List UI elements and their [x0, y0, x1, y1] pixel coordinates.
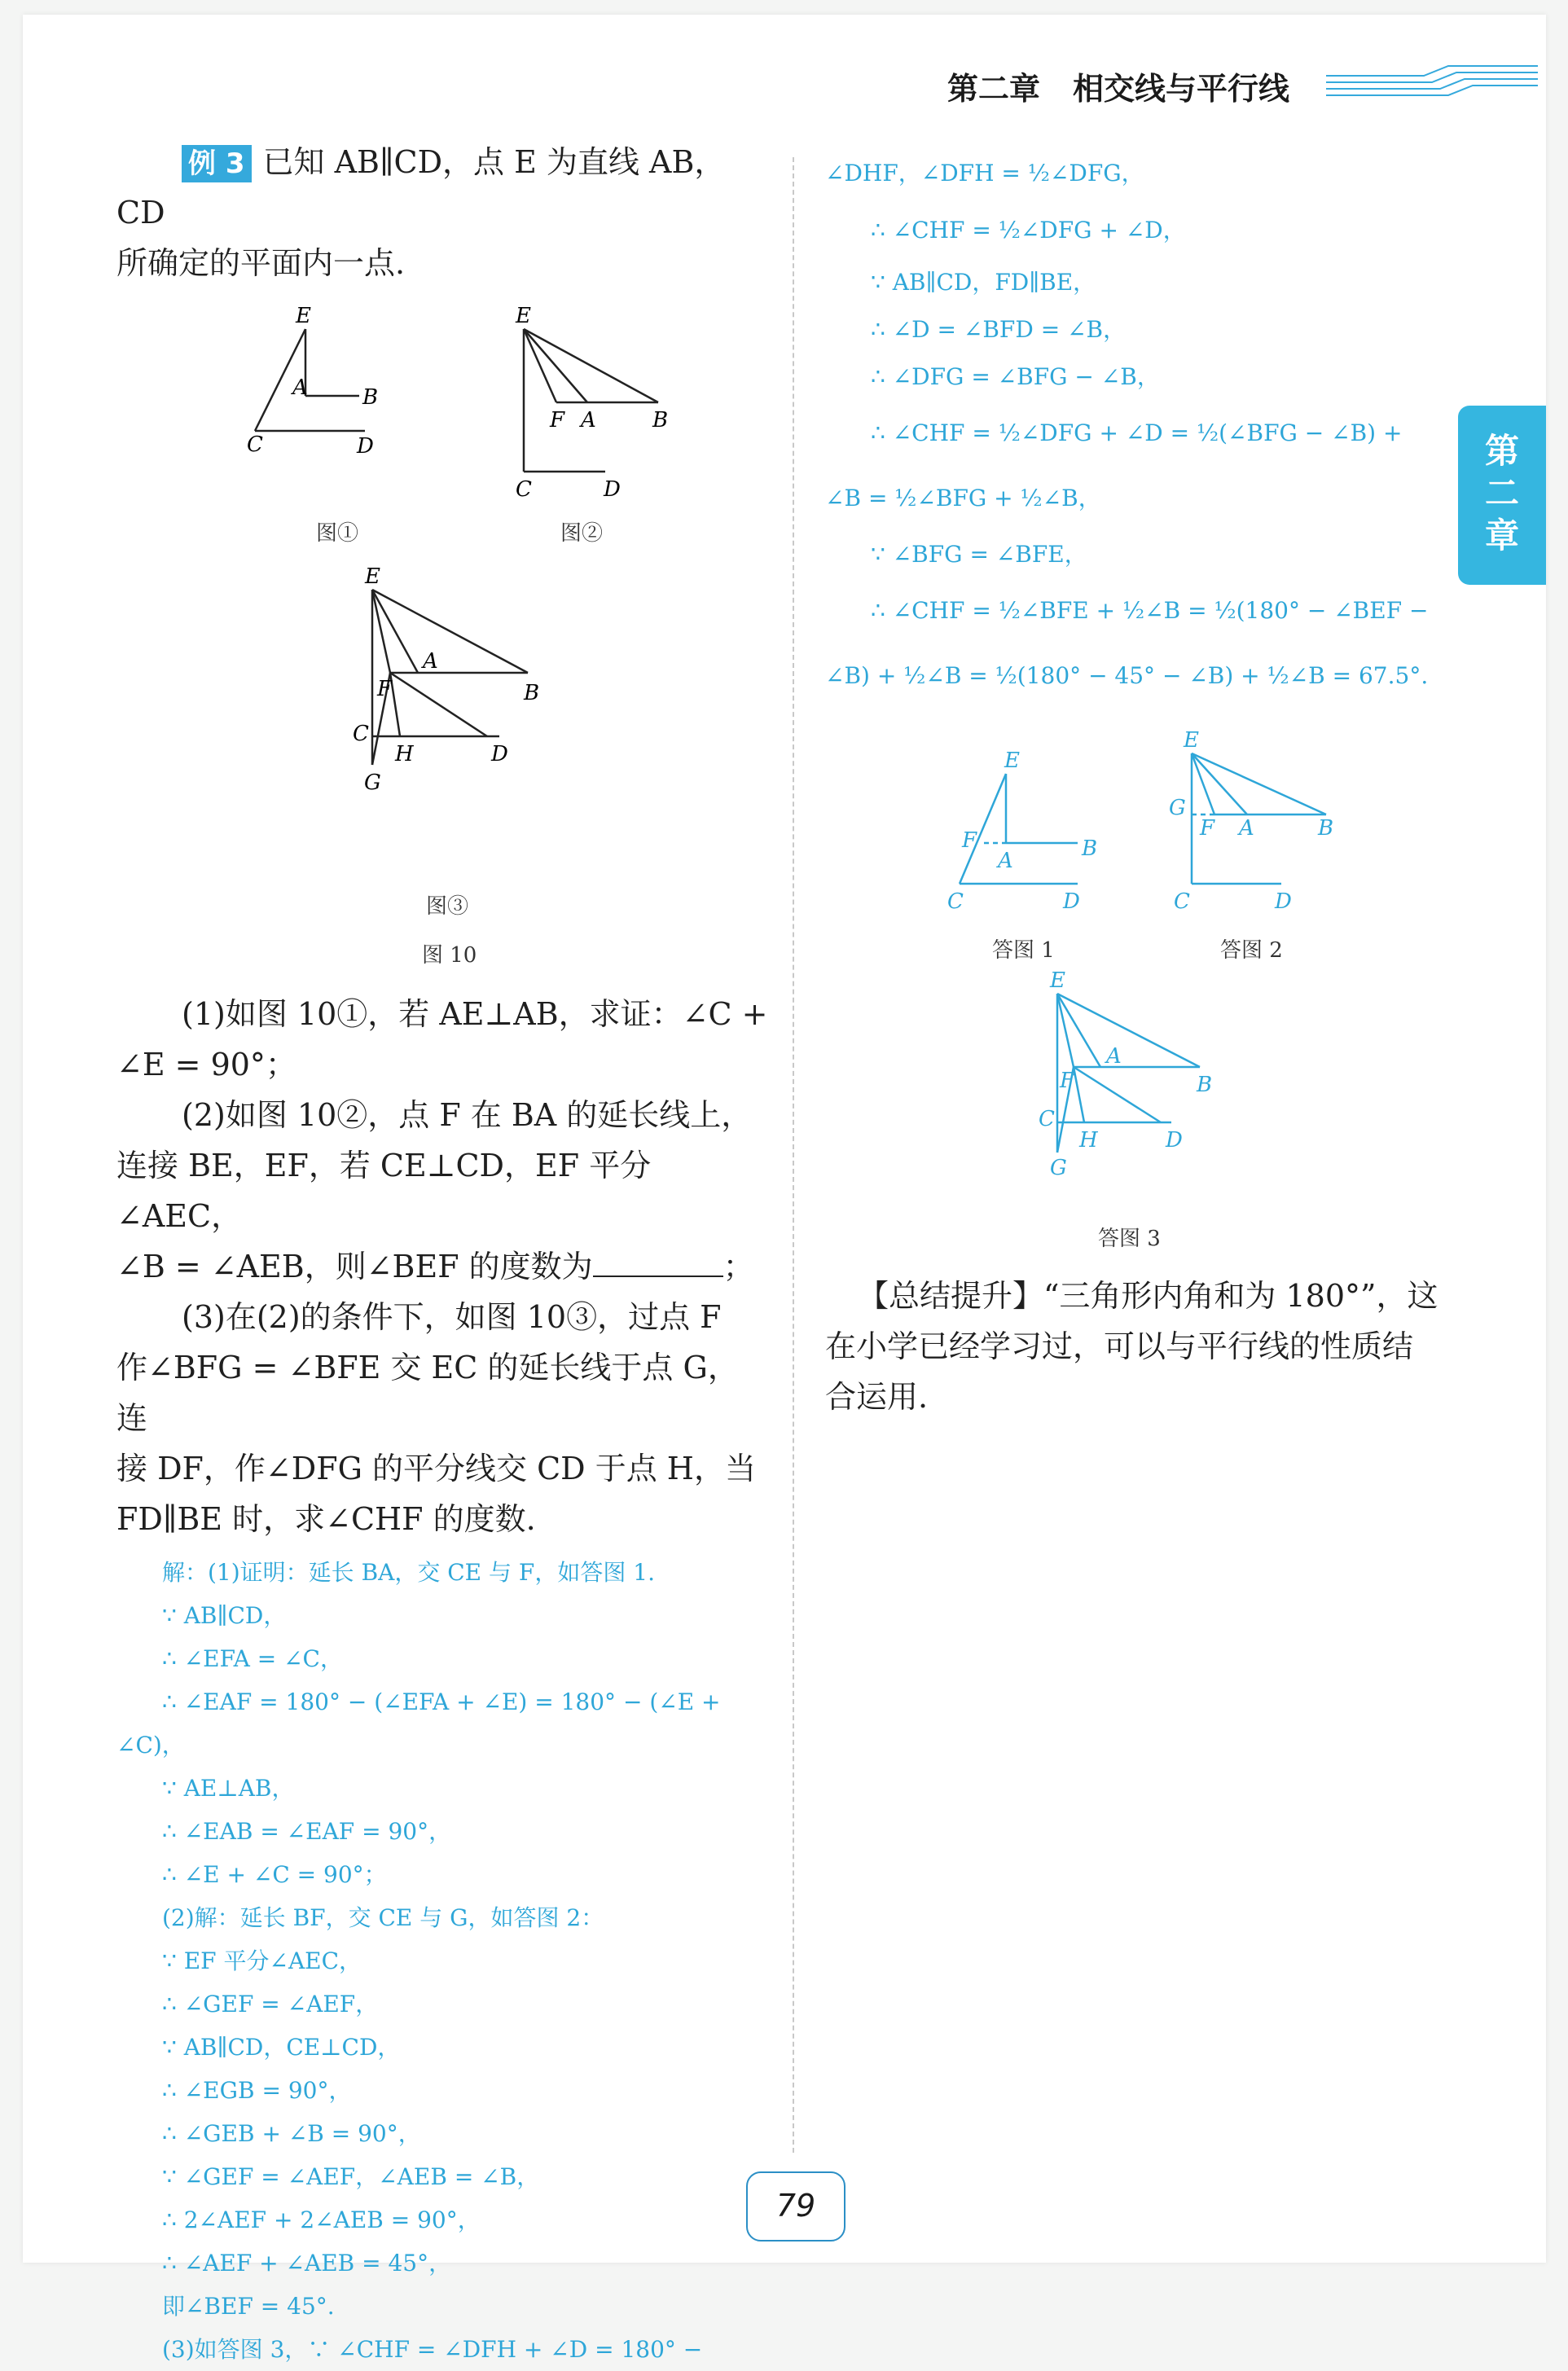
point-label: A	[292, 375, 308, 400]
solution-line: (3)如答图 3，∵ ∠CHF = ∠DFH + ∠D = 180° −	[162, 2336, 703, 2363]
chapter-title: 相交线与平行线	[1073, 71, 1290, 107]
solution-line: (2)解：延长 BF，交 CE 与 G，如答图 2：	[162, 1904, 604, 1931]
svg-text:C: C	[516, 477, 532, 500]
example-intro	[116, 137, 768, 238]
solution-line: ∵ EF 平分∠AEC，	[162, 1947, 362, 1974]
figure-2-diagram	[499, 305, 687, 500]
svg-text:E: E	[1184, 728, 1199, 753]
intro-line-1: 已知 AB∥CD，点 E 为直线 AB，CD	[116, 144, 726, 231]
svg-text:F: F	[550, 408, 565, 432]
summary-line-1: 【总结提升】“三角形内角和为 180°”，这	[858, 1278, 1438, 1314]
svg-text:A: A	[1239, 816, 1254, 841]
solution-line: ∠DHF，∠DFH = ½∠DFG，	[825, 160, 1144, 187]
solution-line: ∴ ∠CHF = ½∠DFG + ∠D = ½(∠BFG − ∠B) +	[871, 419, 1403, 446]
question-3-line-1: (3)在(2)的条件下，如图 10③，过点 F	[182, 1299, 722, 1335]
solution-line: ∴ ∠CHF = ½∠BFE + ½∠B = ½(180° − ∠BEF −	[871, 597, 1429, 624]
right-column	[825, 145, 1460, 1422]
svg-text:A: A	[998, 849, 1013, 873]
svg-text:D: D	[1166, 1128, 1183, 1153]
solution-line: ∴ ∠EFA = ∠C，	[162, 1645, 343, 1672]
solution-line: ∠B = ½∠BFG + ½∠B，	[825, 485, 1101, 512]
svg-text:F: F	[1200, 816, 1215, 841]
summary-line-3: 合运用.	[825, 1379, 929, 1415]
answer-caption: 答图 2	[1220, 938, 1283, 963]
solution-line: ∴ ∠DFG = ∠BFG − ∠B，	[871, 363, 1160, 390]
point-label: B	[362, 385, 379, 410]
answer-figure-2-diagram	[1159, 725, 1346, 929]
figure-10	[116, 288, 768, 989]
svg-text:C: C	[353, 722, 369, 746]
answer-caption: 答图 3	[1098, 1227, 1161, 1251]
point-label: D	[357, 434, 374, 459]
svg-text:C: C	[1174, 889, 1190, 914]
solution-line: ∴ 2∠AEF + 2∠AEB = 90°，	[162, 2206, 481, 2233]
solution-right	[825, 145, 1460, 709]
svg-text:H: H	[1079, 1128, 1098, 1153]
solution-line: ∴ ∠E + ∠C = 90°；	[162, 1861, 387, 1888]
svg-text:D: D	[1275, 889, 1292, 914]
solution-line: ∴ ∠AEF + ∠AEB = 45°，	[162, 2250, 452, 2277]
question-2-line-1: (2)如图 10②，点 F 在 BA 的延长线上，	[182, 1097, 753, 1133]
example-tag: 例 3	[182, 145, 252, 182]
answer-figure-3-diagram	[1012, 969, 1224, 1197]
answer-figure-1-diagram	[923, 741, 1118, 920]
svg-text:A: A	[1106, 1044, 1122, 1069]
header-decoration	[1326, 59, 1538, 108]
solution-line: ∵ AB∥CD，CE⊥CD，	[162, 2034, 401, 2061]
solution-line: ∴ ∠CHF = ½∠DFG + ∠D，	[871, 217, 1186, 244]
svg-text:D: D	[604, 477, 621, 500]
question-1-line-1: (1)如图 10①，若 AE⊥AB，求证：∠C +	[182, 996, 768, 1032]
question-2-end: ；	[723, 1249, 754, 1284]
solution-line: ∵ ∠BFG = ∠BFE，	[871, 541, 1087, 568]
solution-line: ∵ AB∥CD，	[162, 1602, 287, 1629]
figure-caption: 图②	[560, 521, 604, 546]
svg-text:H: H	[395, 742, 414, 766]
figure-caption: 图①	[316, 521, 359, 546]
svg-text:G: G	[1050, 1156, 1067, 1180]
svg-text:E: E	[1050, 969, 1065, 993]
solution-line: ∴ ∠GEB + ∠B = 90°，	[162, 2120, 421, 2147]
question-2-line-2: 连接 BE，EF，若 CE⊥CD，EF 平分∠AEC，	[116, 1148, 652, 1234]
intro-line-2: 所确定的平面内一点.	[116, 245, 406, 281]
svg-text:E: E	[516, 305, 531, 328]
page-number: 79	[746, 2171, 845, 2241]
solution-left	[116, 1551, 768, 2371]
solution-line: ∠C)，	[116, 1732, 185, 1758]
point-label: E	[296, 305, 311, 328]
answer-caption: 答图 1	[992, 938, 1055, 963]
summary	[825, 1271, 1460, 1422]
question-2-line-3	[116, 1241, 768, 1292]
solution-line: 即∠BEF = 45°.	[162, 2293, 335, 2320]
page	[23, 15, 1546, 2363]
solution-line: 解：(1)证明：延长 BA，交 CE 与 F，如答图 1.	[162, 1559, 655, 1586]
question-3-line-2: 作∠BFG = ∠BFE 交 EC 的延长线于点 G，连	[116, 1350, 739, 1436]
svg-text:B: B	[1197, 1073, 1213, 1097]
svg-text:G: G	[1169, 796, 1186, 820]
figure-caption: 图 10	[422, 943, 477, 968]
solution-line: ∠B) + ½∠B = ½(180° − 45° − ∠B) + ½∠B = 67.5°.	[825, 662, 1429, 689]
svg-text:F: F	[1060, 1069, 1075, 1093]
page-header	[23, 15, 1546, 112]
figure-3-diagram	[336, 565, 548, 801]
svg-text:B: B	[1082, 836, 1098, 861]
svg-text:A: A	[423, 649, 438, 674]
chapter-heading	[947, 64, 1322, 108]
question-3-line-3: 接 DF，作∠DFG 的平分线交 CD 于点 H，当	[116, 1451, 756, 1486]
solution-line: ∵ AB∥CD，FD∥BE，	[871, 269, 1096, 296]
svg-text:F: F	[377, 677, 393, 701]
solution-line: ∴ ∠EAB = ∠EAF = 90°，	[162, 1818, 452, 1845]
svg-text:C: C	[947, 889, 964, 914]
svg-text:E: E	[1004, 749, 1020, 773]
question-3-line-4: FD∥BE 时，求∠CHF 的度数.	[116, 1501, 536, 1537]
left-column	[116, 137, 768, 2371]
svg-text:E: E	[365, 565, 380, 589]
solution-line: ∵ AE⊥AB，	[162, 1775, 295, 1802]
question-1-line-2: ∠E = 90°；	[116, 1047, 296, 1082]
question-2-text: ∠B = ∠AEB，则∠BEF 的度数为	[116, 1249, 593, 1284]
solution-line: ∴ ∠EAF = 180° − (∠EFA + ∠E) = 180° − (∠E +	[162, 1688, 721, 1715]
svg-text:B: B	[524, 681, 540, 705]
point-label: C	[247, 432, 263, 457]
solution-line: ∵ ∠GEF = ∠AEF，∠AEB = ∠B，	[162, 2163, 540, 2190]
answer-figures	[825, 725, 1460, 1262]
chapter-side-tab	[1458, 406, 1546, 585]
chapter-number: 第二章	[947, 71, 1041, 107]
solution-line: ∴ ∠EGB = 90°，	[162, 2077, 352, 2104]
svg-text:F: F	[962, 828, 977, 853]
side-tab-label: 第二章	[1484, 431, 1519, 555]
solution-line: ∴ ∠GEF = ∠AEF，	[162, 1991, 379, 2018]
svg-text:D: D	[491, 742, 508, 766]
column-divider	[793, 157, 794, 2153]
svg-text:C: C	[1039, 1107, 1055, 1131]
solution-line: ∴ ∠D = ∠BFD = ∠B，	[871, 316, 1127, 343]
figure-caption: 图③	[426, 894, 469, 919]
svg-text:G: G	[364, 771, 381, 795]
svg-text:D: D	[1063, 889, 1080, 914]
answer-blank[interactable]	[593, 1251, 723, 1277]
svg-text:B: B	[1318, 816, 1334, 841]
summary-line-2: 在小学已经学习过，可以与平行线的性质结	[825, 1328, 1414, 1364]
svg-text:B: B	[652, 408, 669, 432]
figure-1-diagram	[231, 305, 393, 468]
svg-text:A: A	[581, 408, 596, 432]
